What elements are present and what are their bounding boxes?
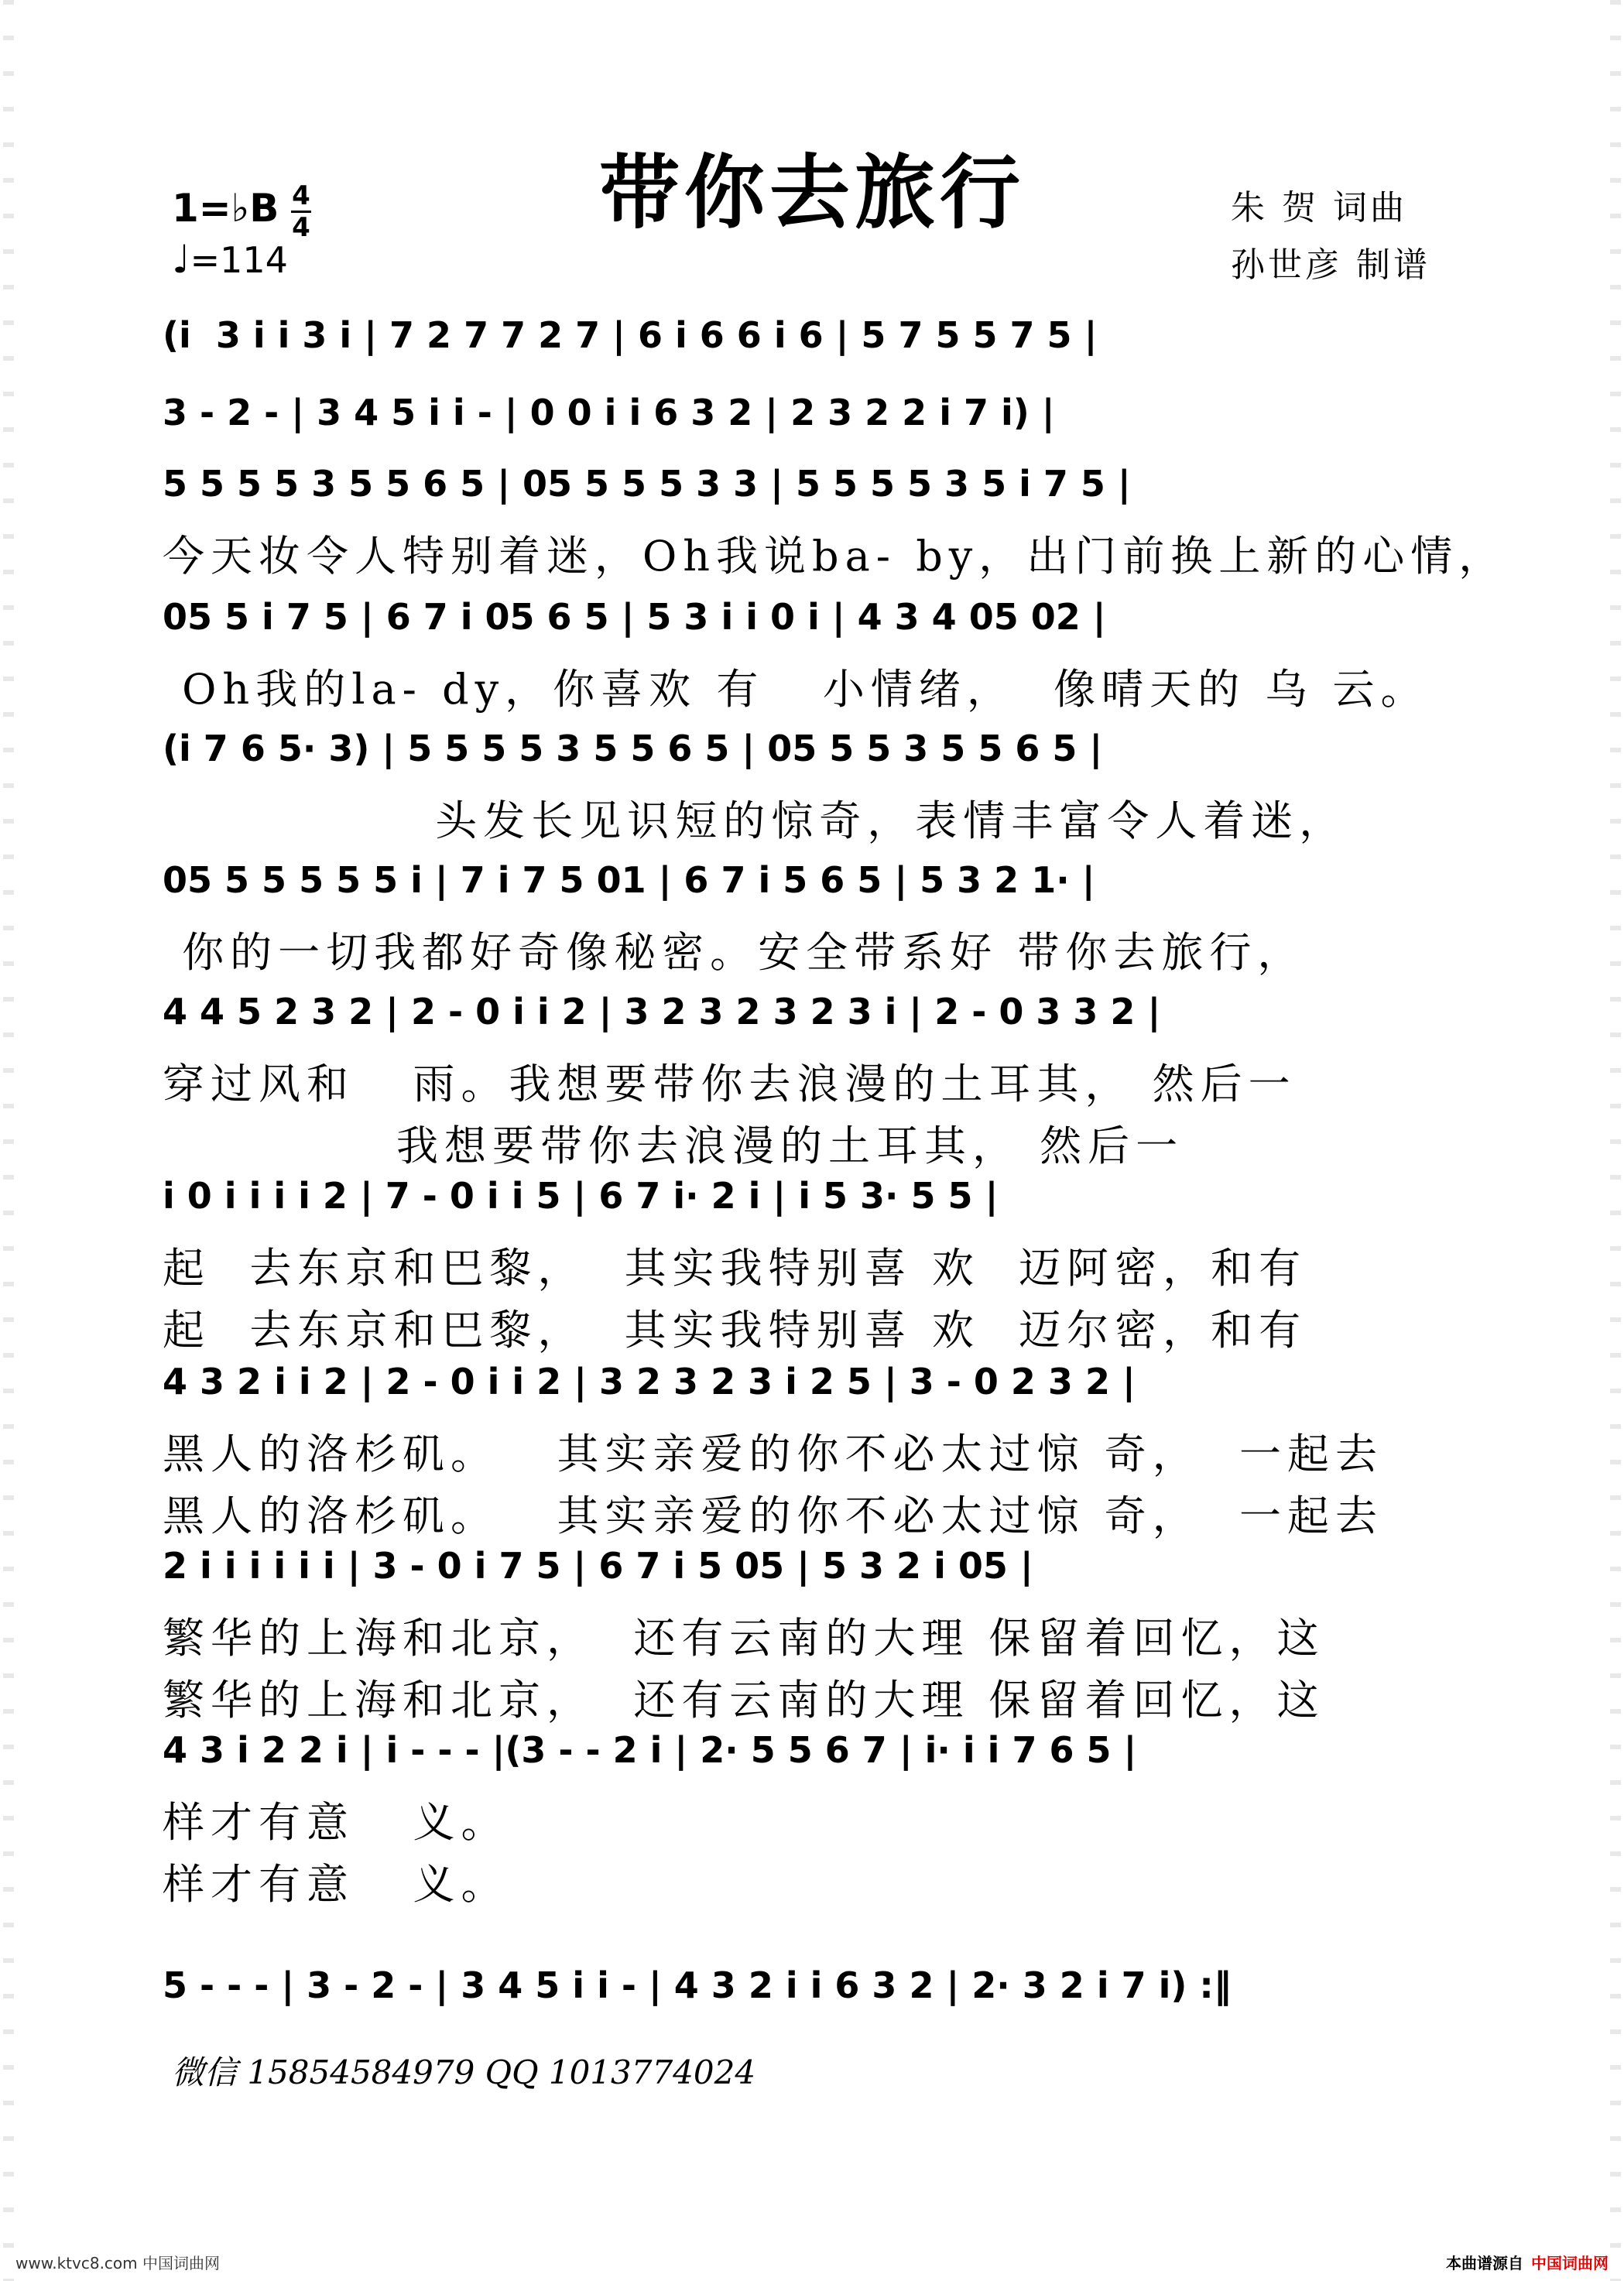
lyric-line: 样才有意 义。: [163, 1798, 509, 1847]
contact-footer: 微信 15854584979 QQ 1013774024: [172, 2053, 756, 2091]
notation-row: 4 3 i 2 2 i | i - - - |(3 - - 2 i | 2· 5 5 6 7 | i· i i 7 6 5 |: [163, 1729, 1137, 1771]
notation-row: (i 7 6 5· 3) | 5 5 5 5 3 5 5 6 5 | 05 5 5 3 5 5 6 5 |: [163, 728, 1103, 769]
notation-row: i 0 i i i i 2 | 7 - 0 i i 5 | 6 7 i· 2 i | i 5 3· 5 5 |: [163, 1175, 999, 1217]
notation-row: 3 - 2 - | 3 4 5 i i - | 0 0 i i 6 3 2 | 2 3 2 2 i 7 i) |: [163, 392, 1055, 433]
lyric-line: Oh我的la- dy，你喜欢 有 小情绪， 像晴天的 乌 云。: [163, 665, 1429, 714]
source-site: 中国词曲网: [1531, 2254, 1609, 2272]
song-title: 带你去旅行: [598, 145, 1025, 240]
notation-row: 05 5 5 5 5 5 i | 7 i 7 5 01 | 6 7 i 5 6 5 | 5 3 2 1· |: [163, 859, 1095, 901]
notation-row: 05 5 i 7 5 | 6 7 i 05 6 5 | 5 3 i i 0 i | 4 3 4 05 02 |: [163, 596, 1106, 638]
lyric-line: 繁华的上海和北京， 还有云南的大理 保留着回忆，这: [163, 1614, 1325, 1663]
notation-row: 2 i i i i i i | 3 - 0 i 7 5 | 6 7 i 5 05 | 5 3 2 i 05 |: [163, 1545, 1033, 1587]
quarter-note-icon: ♩: [172, 237, 190, 282]
lyric-line: 繁华的上海和北京， 还有云南的大理 保留着回忆，这: [163, 1676, 1325, 1724]
composer-credit: 朱 贺 词曲: [1231, 188, 1407, 228]
lyric-line: 我想要带你去浪漫的土耳其， 然后一: [163, 1122, 1184, 1170]
lyric-line: 起 去东京和巴黎， 其实我特别喜 欢 迈尔密，和有: [163, 1306, 1307, 1355]
key-signature: 1=♭B: [172, 186, 279, 231]
lyric-line: 今天妆令人特别着迷，Oh我说ba- by，出门前换上新的心情，: [163, 532, 1507, 581]
lyric-line: 起 去东京和巴黎， 其实我特别喜 欢 迈阿密，和有: [163, 1244, 1307, 1293]
notation-row: 4 3 2 i i 2 | 2 - 0 i i 2 | 3 2 3 2 3 i 2 5 | 3 - 0 2 3 2 |: [163, 1361, 1136, 1403]
source-note: 本曲谱源自: [1446, 2254, 1523, 2272]
time-signature-top: 4: [292, 180, 310, 211]
lyric-line: 头发长见识短的惊奇，表情丰富令人着迷，: [163, 796, 1348, 845]
right-border-decoration: [1610, 0, 1621, 2281]
lyric-line: 你的一切我都好奇像秘密。安全带系好 带你去旅行，: [163, 928, 1306, 977]
notation-row: (i 3 i i 3 i | 7 2 7 7 2 7 | 6 i 6 6 i 6 | 5 7 5 5 7 5 |: [163, 314, 1098, 356]
lyric-line: 黑人的洛杉矶。 其实亲爱的你不必太过惊 奇， 一起去: [163, 1430, 1383, 1478]
time-signature: [291, 180, 311, 243]
left-border-decoration: [3, 0, 14, 2281]
tempo-marking: [172, 237, 288, 282]
arranger-credit: 孙世彦 制谱: [1231, 245, 1430, 285]
notation-row: 5 5 5 5 3 5 5 6 5 | 05 5 5 5 3 3 | 5 5 5 5 3 5 i 7 5 |: [163, 463, 1131, 505]
lyric-line: 穿过风和 雨。我想要带你去浪漫的土耳其， 然后一: [163, 1060, 1297, 1108]
notation-row: 4 4 5 2 3 2 | 2 - 0 i i 2 | 3 2 3 2 3 2 3 i | 2 - 0 3 3 2 |: [163, 991, 1161, 1033]
lyric-line: 样才有意 义。: [163, 1860, 509, 1909]
lyric-line: 黑人的洛杉矶。 其实亲爱的你不必太过惊 奇， 一起去: [163, 1492, 1383, 1540]
tempo-value: =114: [190, 239, 288, 281]
time-signature-bottom: 4: [292, 212, 310, 243]
notation-row: 5 - - - | 3 - 2 - | 3 4 5 i i - | 4 3 2 i i 6 3 2 | 2· 3 2 i 7 i) :‖: [163, 1964, 1232, 2006]
source-url: www.ktvc8.com 中国词曲网: [15, 2254, 221, 2272]
